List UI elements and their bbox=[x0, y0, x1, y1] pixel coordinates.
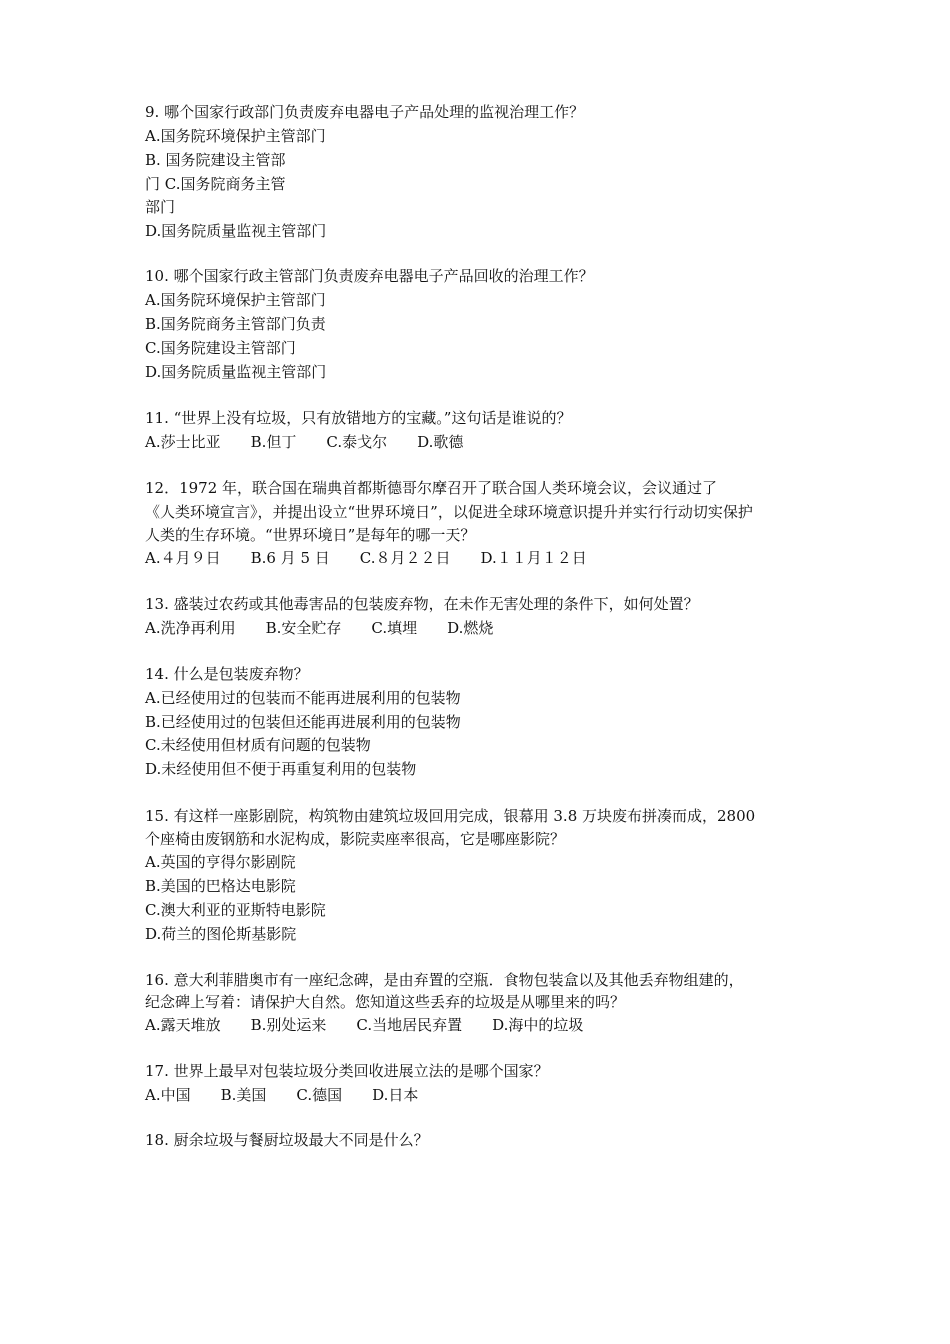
question-10-option-b: B.国务院商务主管部门负责 bbox=[145, 315, 326, 333]
question-13-option-d: D.燃烧 bbox=[447, 619, 494, 637]
question-14-option-b: B.已经使用过的包装但还能再进展利用的包装物 bbox=[145, 713, 461, 731]
question-18-text: 18. 厨余垃圾与餐厨垃圾最大不同是什么？ bbox=[145, 1131, 429, 1149]
question-16-option-b: B.别处运来 bbox=[250, 1016, 327, 1034]
question-14-option-c: C.未经使用但材质有问题的包装物 bbox=[145, 736, 371, 754]
question-9-option-d: D.国务院质量监视主管部门 bbox=[145, 222, 327, 240]
question-9-option-c: 门 C.国务院商务主管 bbox=[145, 175, 286, 193]
question-10-option-c: C.国务院建设主管部门 bbox=[145, 339, 296, 357]
question-16-option-a: A.露天堆放 bbox=[145, 1016, 221, 1034]
question-11-option-d: D.歌德 bbox=[417, 433, 464, 451]
question-12-line-2: 《人类环境宣言》，并提出设立“世界环境日”，以促进全球环境意识提升并实行行动切实保护 bbox=[145, 503, 753, 521]
question-17-option-b: B.美国 bbox=[220, 1086, 267, 1104]
question-14-option-d: D.未经使用但不便于再重复利用的包装物 bbox=[145, 760, 417, 778]
question-9-option-a: A.国务院环境保护主管部门 bbox=[145, 127, 326, 145]
question-10-option-d: D.国务院质量监视主管部门 bbox=[145, 363, 327, 381]
question-12-option-a: A.４月９日 bbox=[145, 549, 221, 567]
question-17-options bbox=[145, 1085, 418, 1105]
question-16-line-2: 纪念碑上写着：请保护大自然。您知道这些丢弃的垃圾是从哪里来的吗？ bbox=[145, 993, 626, 1011]
question-15-option-b: B.美国的巴格达电影院 bbox=[145, 877, 296, 895]
question-17-option-d: D.日本 bbox=[372, 1086, 419, 1104]
question-13-text: 13. 盛装过农药或其他毒害品的包装废弃物，在未作无害处理的条件下，如何处置？ bbox=[145, 595, 699, 613]
question-9-text: 9. 哪个国家行政部门负责废弃电器电子产品处理的监视治理工作？ bbox=[145, 103, 585, 121]
question-17-option-c: C.德国 bbox=[296, 1086, 343, 1104]
question-17-text: 17. 世界上最早对包装垃圾分类回收进展立法的是哪个国家？ bbox=[145, 1062, 549, 1080]
question-10-option-a: A.国务院环境保护主管部门 bbox=[145, 291, 326, 309]
question-15-option-d: D.荷兰的图伦斯基影院 bbox=[145, 925, 297, 943]
question-13-option-b: B.安全贮存 bbox=[265, 619, 342, 637]
question-17-option-a: A.中国 bbox=[145, 1086, 191, 1104]
question-16-option-d: D.海中的垃圾 bbox=[492, 1016, 584, 1034]
question-12-line-3: 人类的生存环境。“世界环境日”是每年的哪一天？ bbox=[145, 526, 476, 544]
question-11-options bbox=[145, 432, 463, 452]
question-13-option-a: A.洗净再利用 bbox=[145, 619, 236, 637]
question-12-line-1: 12．1972 年，联合国在瑞典首都斯德哥尔摩召开了联合国人类环境会议，会议通过了 bbox=[145, 479, 718, 497]
question-16-line-1: 16. 意大利菲腊奥市有一座纪念碑，是由弃置的空瓶．食物包装盒以及其他丢弃物组建的， bbox=[145, 971, 744, 989]
question-16-option-c: C.当地居民弃置 bbox=[356, 1016, 463, 1034]
question-13-options bbox=[145, 618, 493, 638]
question-12-option-d: D.１１月１２日 bbox=[480, 549, 587, 567]
question-12-options bbox=[145, 548, 587, 568]
question-12-option-c: C.８月２２日 bbox=[359, 549, 451, 567]
question-12-option-b: B.6 月 5 日 bbox=[250, 549, 330, 567]
question-14-text: 14. 什么是包装废弃物？ bbox=[145, 665, 309, 683]
question-9-option-b: B. 国务院建设主管部 bbox=[145, 151, 286, 169]
question-10-text: 10. 哪个国家行政主管部门负责废弃电器电子产品回收的治理工作？ bbox=[145, 267, 594, 285]
question-16-options bbox=[145, 1015, 583, 1035]
question-11-option-a: A.莎士比亚 bbox=[145, 433, 221, 451]
question-11-text: 11. “世界上没有垃圾，只有放错地方的宝藏。”这句话是谁说的？ bbox=[145, 409, 572, 427]
question-15-line-1: 15. 有这样一座影剧院，构筑物由建筑垃圾回用完成，银幕用 3.8 万块废布拼凑而成，2800 bbox=[145, 807, 756, 825]
question-14-option-a: A.已经使用过的包装而不能再进展利用的包装物 bbox=[145, 689, 461, 707]
question-15-option-a: A.英国的亨得尔影剧院 bbox=[145, 853, 296, 871]
question-11-option-b: B.但丁 bbox=[250, 433, 297, 451]
question-15-line-2: 个座椅由废钢筋和水泥构成，影院卖座率很高，它是哪座影院？ bbox=[145, 830, 566, 848]
question-15-option-c: C.澳大利亚的亚斯特电影院 bbox=[145, 901, 326, 919]
question-9-option-c-cont: 部门 bbox=[145, 198, 176, 216]
question-13-option-c: C.填埋 bbox=[371, 619, 418, 637]
question-11-option-c: C.泰戈尔 bbox=[326, 433, 388, 451]
